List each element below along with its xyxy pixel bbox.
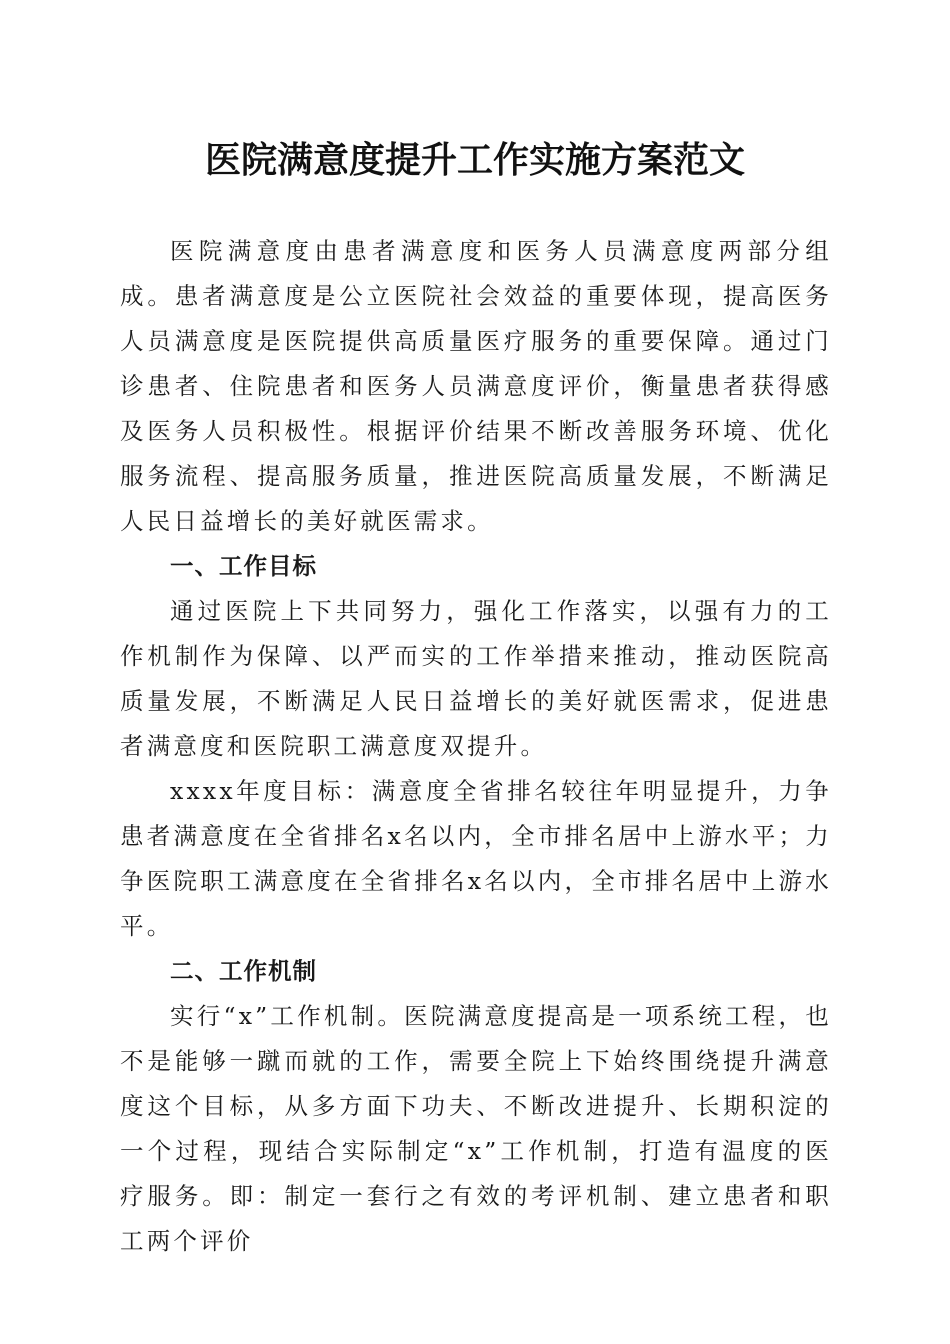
section-heading-goals: 一、工作目标 xyxy=(170,552,317,580)
mechanism-paragraph-1: 实行“x”工作机制。医院满意度提高是一项系统工程，也不是能够一蹴而就的工作，需要全院上下始终围绕提升满意度这个目标，从多方面下功夫、不断改进提升、长期积淀的一个过程，现结合实际制定“x”工作机制，打造有温度的医疗服务。即：制定一套行之有效的考评机制、建立患者和职工两个评价 xyxy=(120,1002,832,1255)
document-title: 医院满意度提升工作实施方案范文 xyxy=(204,139,745,181)
document-body xyxy=(120,229,832,1264)
goals-paragraph-1: 通过医院上下共同努力，强化工作落实，以强有力的工作机制作为保障、以严而实的工作举措来推动，推动医院高质量发展，不断满足人民日益增长的美好就医需求，促进患者满意度和医院职工满意度双提升。 xyxy=(120,597,832,760)
section-heading-mechanism: 二、工作机制 xyxy=(170,957,317,985)
intro-paragraph: 医院满意度由患者满意度和医务人员满意度两部分组成。患者满意度是公立医院社会效益的重要体现，提高医务人员满意度是医院提供高质量医疗服务的重要保障。通过门诊患者、住院患者和医务人员满意度评价，衡量患者获得感及医务人员积极性。根据评价结果不断改善服务环境、优化服务流程、提高服务质量，推进医院高质量发展，不断满足人民日益增长的美好就医需求。 xyxy=(120,237,832,535)
goals-paragraph-2: xxxx年度目标：满意度全省排名较往年明显提升，力争患者满意度在全省排名x名以内，全市排名居中上游水平；力争医院职工满意度在全省排名x名以内，全市排名居中上游水平。 xyxy=(120,777,832,940)
